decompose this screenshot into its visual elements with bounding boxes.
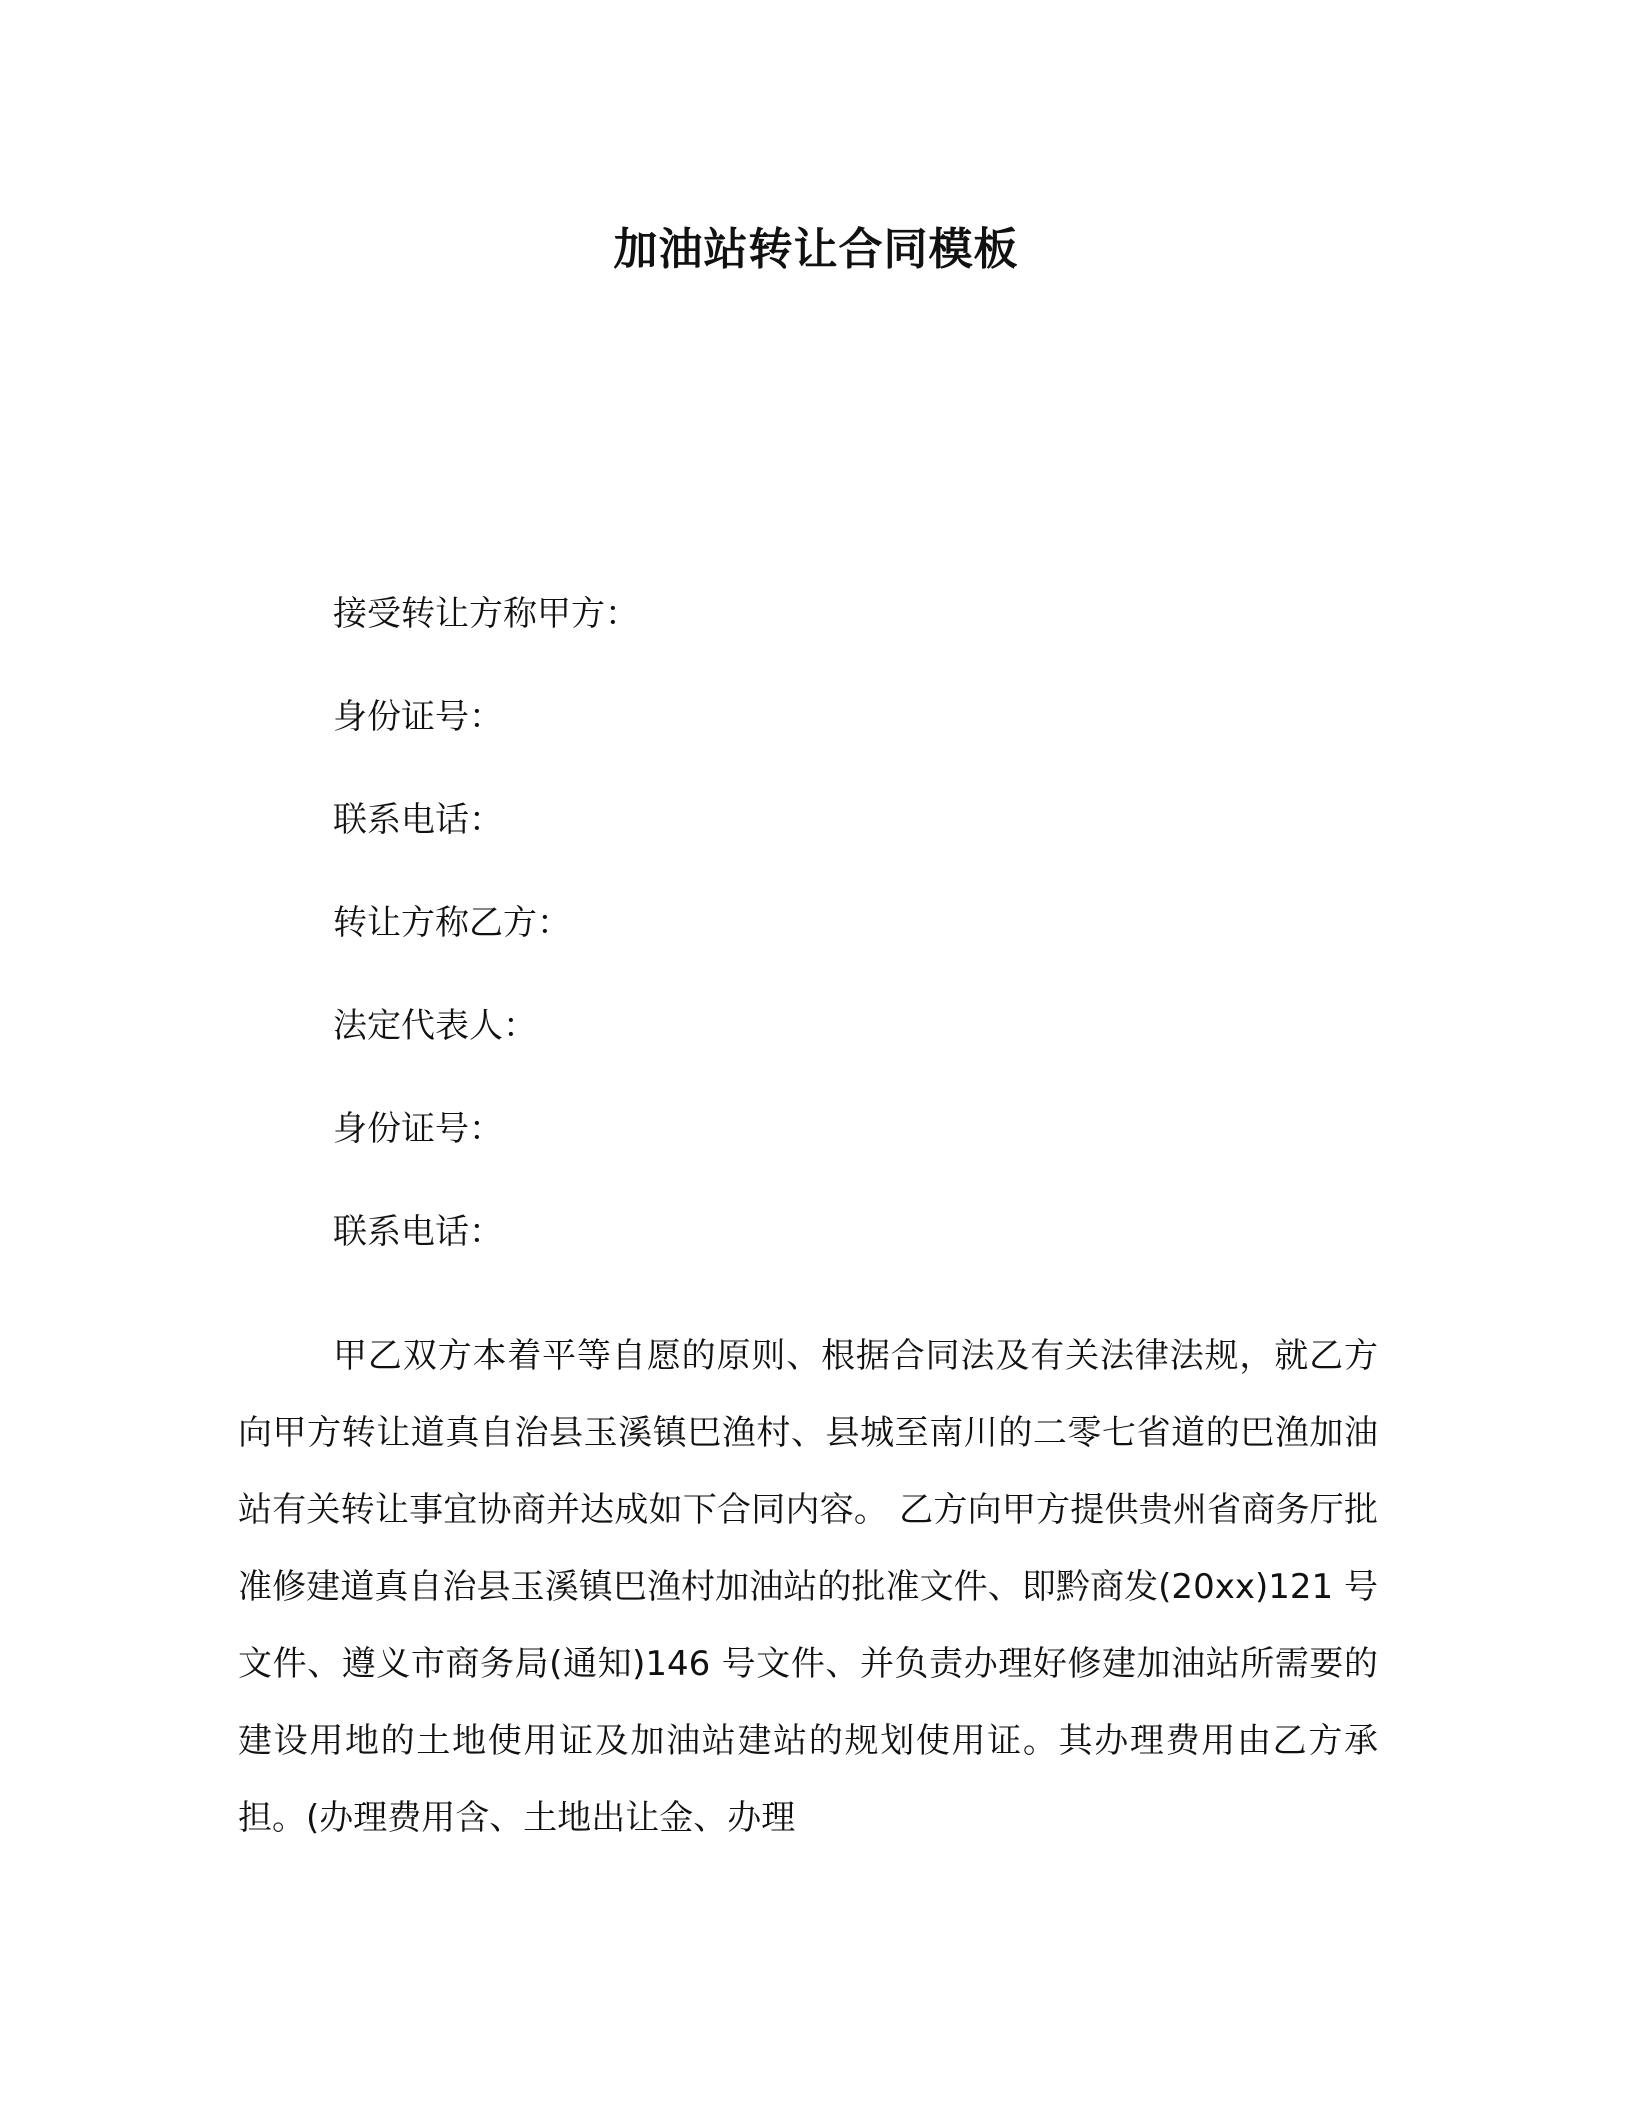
document-title: 加油站转让合同模板 [613,224,1019,275]
field-phone-b: 联系电话： [333,1212,503,1252]
field-transferor-party-b: 转让方称乙方： [333,903,571,943]
field-legal-representative: 法定代表人： [333,1006,537,1046]
party-info-fields [333,590,1433,1311]
field-id-number-a: 身份证号： [333,697,503,737]
field-id-number-b: 身份证号： [333,1109,503,1149]
field-transferee-party-a: 接受转让方称甲方： [333,594,639,634]
field-phone-a: 联系电话： [333,800,503,840]
contract-body-paragraph: 甲乙双方本着平等自愿的原则、根据合同法及有关法律法规，就乙方向甲方转让道真自治县玉溪镇巴渔村、县城至南川的二零七省道的巴渔加油站有关转让事宜协商并达成如下合同内容。 乙方向甲方提供贵州省商务厅批准修建道真自治县玉溪镇巴渔村加油站的批准文件、即黔商发(20xx)121 号文件、遵义市商务局(通知)146 号文件、并负责办理好修建加油站所需要的建设用地的土地使用证及加油站建站的规划使用证。其办理费用由乙方承担。(办理费用含、土地出让金、办理 [238,1336,1378,1838]
